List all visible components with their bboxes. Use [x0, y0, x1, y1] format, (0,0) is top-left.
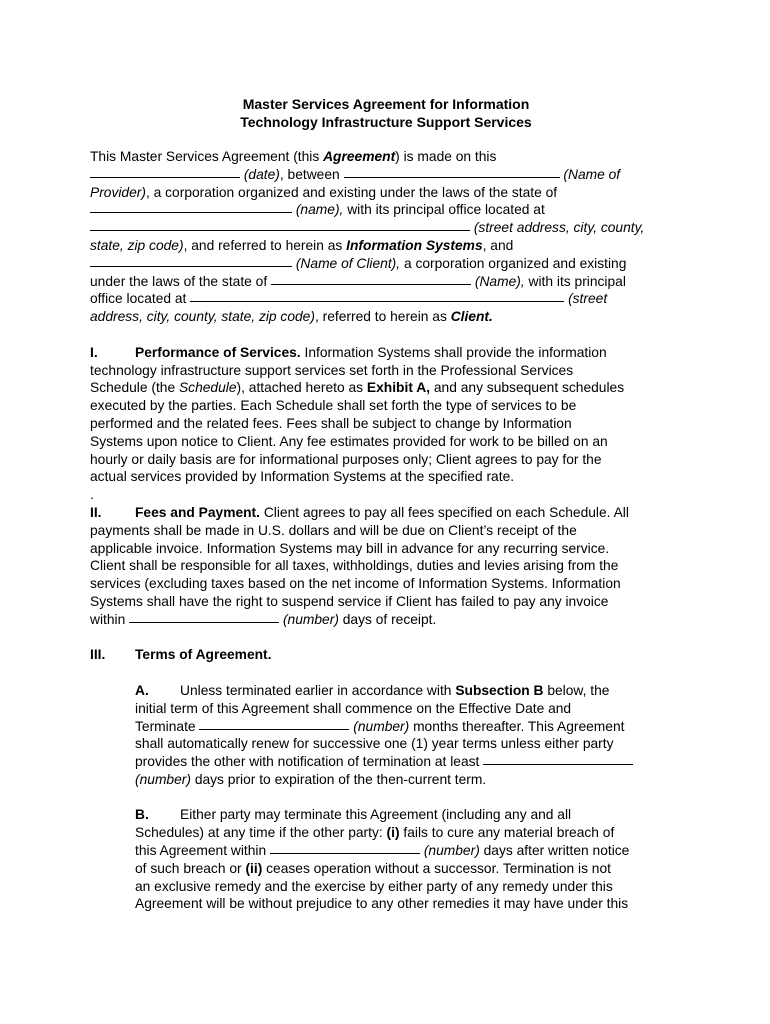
- section-text: Systems upon notice to Client. Any fee estimates provided for work to be billed on an: [90, 433, 608, 449]
- number-label: (number): [349, 718, 410, 734]
- exhibit-term: Exhibit A,: [366, 380, 431, 396]
- intro-text: , referred to herein as: [314, 309, 451, 325]
- number-label: (number): [419, 843, 480, 859]
- section-text: actual services provided by Information Systems at the specified rate.: [90, 469, 515, 485]
- intro-text: with its principal office located at: [343, 202, 545, 218]
- section-text: executed by the parties. Each Schedule shall set forth the type of services to be: [90, 398, 577, 414]
- provider-label: Provider): [90, 184, 146, 200]
- subsection-text: below, the: [543, 682, 610, 698]
- cure-days-blank[interactable]: [270, 852, 420, 854]
- subsection-text: days after written notice: [479, 843, 630, 859]
- section-text: technology infrastructure support services set forth in the Professional Services: [90, 362, 574, 378]
- intro-text: , a corporation organized and existing under the laws of the state of: [145, 184, 558, 200]
- clause-i: (i): [386, 825, 400, 841]
- date-blank[interactable]: [90, 176, 240, 178]
- subsection-text: Agreement will be without prejudice to any other remedies it may have under this: [135, 896, 629, 912]
- section-heading: Performance of Services.: [135, 344, 301, 360]
- section-text: within: [90, 611, 130, 627]
- stray-period: .: [90, 487, 94, 503]
- subsection-text: an exclusive remedy and the exercise by either party of any remedy under this: [135, 878, 613, 894]
- section-fees-and-payment: [90, 504, 682, 629]
- payment-days-blank[interactable]: [129, 621, 279, 623]
- number-label: (number): [135, 771, 191, 787]
- section-terms-of-agreement: [90, 646, 682, 913]
- term-months-blank[interactable]: [199, 728, 349, 730]
- client-term: Client.: [450, 309, 493, 325]
- subsection-text: shall automatically renew for successive one (1) year terms unless either party: [135, 736, 614, 752]
- subsection-text: ceases operation without a successor. Termination is not: [262, 860, 611, 876]
- street-label: (street address, city, county,: [470, 220, 645, 236]
- section-text: performed and the related fees. Fees shall be subject to change by Information: [90, 415, 572, 431]
- subsection-text: Unless terminated earlier in accordance with: [180, 682, 456, 698]
- section-text: applicable invoice. Information Systems may bill in advance for any recurring service.: [90, 540, 610, 556]
- name-label: (name),: [292, 202, 344, 218]
- client-state-blank[interactable]: [271, 283, 471, 285]
- subsection-text: this Agreement within: [135, 843, 270, 859]
- document-title-line-1: Master Services Agreement for Information: [242, 96, 530, 112]
- client-name-blank[interactable]: [90, 265, 292, 267]
- street-label-2: (street: [564, 291, 608, 307]
- subsection-text: Either party may terminate this Agreement (including any and all: [180, 807, 572, 823]
- subsection-text: initial term of this Agreement shall commence on the Effective Date and: [135, 700, 572, 716]
- document-title-line-2: Technology Infrastructure Support Services: [240, 114, 532, 130]
- section-heading: Fees and Payment.: [135, 504, 260, 520]
- intro-text: This Master Services Agreement (this: [90, 149, 324, 164]
- section-text: days of receipt.: [338, 611, 437, 627]
- section-text: Systems shall have the right to suspend service if Client has failed to pay any invoice: [90, 593, 609, 609]
- subsection-text: days prior to expiration of the then-current term.: [190, 771, 487, 787]
- subsection-label: B.: [135, 807, 149, 823]
- clause-ii: (ii): [245, 860, 263, 876]
- subsection-text: months thereafter. This Agreement: [409, 718, 625, 734]
- intro-text: , and referred to herein as: [183, 237, 347, 253]
- section-heading: Terms of Agreement.: [135, 647, 272, 663]
- client-address-blank[interactable]: [190, 300, 564, 302]
- subsection-text: of such breach or: [135, 860, 246, 876]
- notice-days-blank[interactable]: [483, 763, 633, 765]
- provider-name-blank[interactable]: [344, 176, 560, 178]
- schedule-term: Schedule: [178, 380, 237, 396]
- subsection-text: provides the other with notification of termination at least: [135, 754, 484, 770]
- section-number: III.: [90, 647, 106, 663]
- section-text: ), attached hereto as: [236, 380, 367, 396]
- section-text: payments shall be made in U.S. dollars and will be due on Client’s receipt of the: [90, 522, 577, 538]
- subsection-text: fails to cure any material breach of: [399, 825, 615, 841]
- section-number: I.: [90, 344, 98, 360]
- section-text: services (excluding taxes based on the net income of Information Systems. Information: [90, 576, 621, 592]
- intro-paragraph: [90, 148, 682, 326]
- section-text: hourly or daily basis are for informational purposes only; Client agrees to pay for the: [90, 451, 602, 467]
- intro-text: ) is made on this: [395, 149, 497, 164]
- section-number: II.: [90, 504, 102, 520]
- provider-state-blank[interactable]: [90, 211, 292, 213]
- subsection-label: A.: [135, 682, 149, 698]
- name-label-2: (Name),: [471, 273, 525, 289]
- address-label-2: address, city, county, state, zip code): [90, 309, 315, 325]
- intro-text: , and: [482, 237, 514, 253]
- information-systems-term: Information Systems: [346, 237, 483, 253]
- intro-text: , between: [279, 166, 344, 182]
- state-zip-label: state, zip code): [90, 237, 184, 253]
- intro-text: under the laws of the state of: [90, 273, 272, 289]
- date-label: (date): [240, 166, 280, 182]
- number-label: (number): [279, 611, 339, 627]
- section-text: Information Systems shall provide the information: [300, 344, 607, 360]
- intro-text: office located at: [90, 291, 191, 307]
- section-text: and any subsequent schedules: [430, 380, 625, 396]
- intro-text: with its principal: [524, 273, 626, 289]
- section-text: Client agrees to pay all fees specified on each Schedule. All: [260, 504, 629, 520]
- section-performance-of-services: [90, 344, 682, 504]
- subsection-text: Schedules) at any time if the other party:: [135, 825, 387, 841]
- client-label: (Name of Client),: [292, 255, 401, 271]
- subsection-a: [90, 682, 682, 789]
- provider-address-blank[interactable]: [90, 229, 470, 231]
- subsection-b: [90, 806, 682, 913]
- document-page: [90, 95, 682, 913]
- intro-text: a corporation organized and existing: [400, 255, 627, 271]
- section-text: Client shall be responsible for all taxes, withholdings, duties and levies arising from the: [90, 558, 619, 574]
- subsection-b-reference: Subsection B: [455, 682, 544, 698]
- section-text: Schedule (the: [90, 380, 179, 396]
- name-of-label: (Name of: [559, 166, 621, 182]
- agreement-term: Agreement: [323, 149, 396, 164]
- subsection-text: Terminate: [135, 718, 200, 734]
